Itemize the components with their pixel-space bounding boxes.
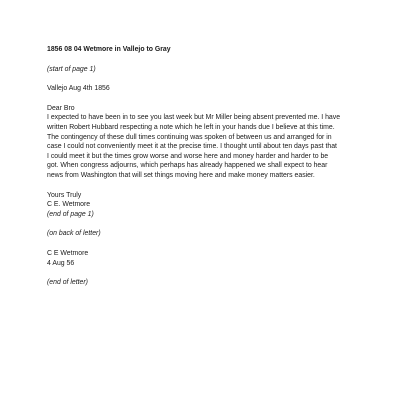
back-block: [47, 249, 367, 268]
back-date: 4 Aug 56: [47, 259, 75, 267]
body-line: I expected to have been in to see you last week but Mr Miller being absent prevented me. I have: [47, 114, 341, 122]
signature: C E. Wetmore: [47, 201, 91, 209]
closing-block: [47, 191, 367, 220]
end-of-letter-note: (end of letter): [47, 279, 88, 287]
salutation: Dear Bro: [47, 104, 75, 112]
body-line: I could meet it but the times grow worse and worse here and money harder and harder to be: [47, 152, 329, 160]
letter-page: [47, 45, 367, 298]
body-line: written Robert Hubbard respecting a note which he left in your hands due I believe at this time.: [47, 123, 335, 131]
body-line: The contingency of these dull times continuing was spoken of between us and arranged for in: [47, 133, 332, 141]
back-name: C E Wetmore: [47, 249, 89, 257]
body-line: case I could not conveniently meet it at the precise time. I thought until about ten days past that: [47, 143, 337, 151]
start-page-note: (start of page 1): [47, 65, 96, 73]
body-line: got. When congress adjourns, which perhaps has already happened we shall expect to hear: [47, 162, 328, 170]
closing: Yours Truly: [47, 191, 82, 199]
end-page-note: (end of page 1): [47, 210, 94, 218]
document-title: 1856 08 04 Wetmore in Vallejo to Gray: [47, 46, 171, 53]
letter-body: [47, 104, 367, 181]
body-line: news from Washington that will set things moving here and make money matters easier.: [47, 171, 315, 179]
place-date: Vallejo Aug 4th 1856: [47, 85, 110, 93]
back-of-letter-note: (on back of letter): [47, 230, 101, 238]
